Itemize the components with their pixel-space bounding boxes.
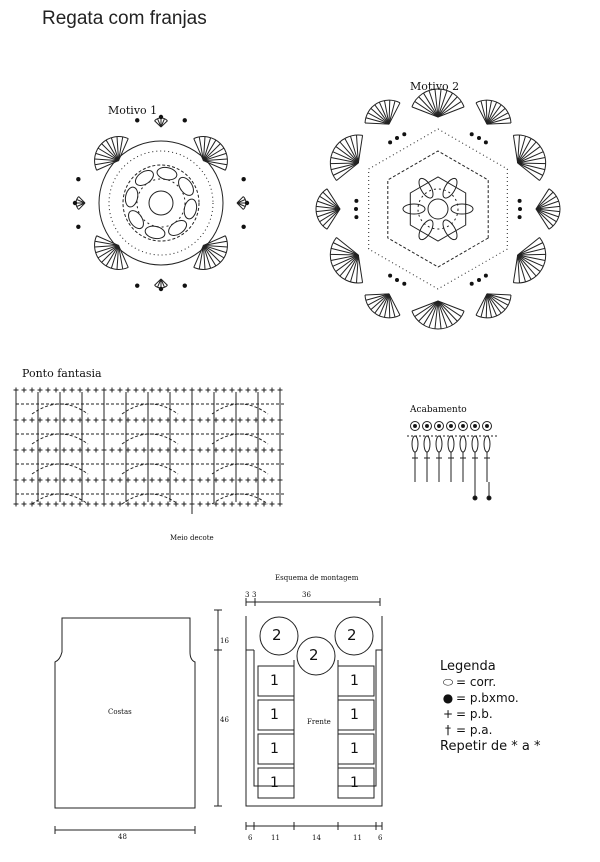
motif-small-l3: 1 bbox=[270, 741, 279, 757]
motivo2-label: Motivo 2 bbox=[410, 80, 460, 93]
dot-icon: ● bbox=[442, 691, 454, 705]
frente-label: Frente bbox=[307, 718, 331, 726]
motif-small-l2: 1 bbox=[270, 707, 279, 723]
costas-label: Costas bbox=[108, 708, 132, 716]
legend-repeat: Repetir de * a * bbox=[440, 738, 541, 754]
motif-small-r2: 1 bbox=[350, 707, 359, 723]
meio-decote-label: Meio decote bbox=[170, 534, 214, 542]
dim-top-b: 3 bbox=[252, 591, 257, 599]
motif-big-2: 2 bbox=[309, 646, 319, 664]
motif-small-r4: 1 bbox=[350, 775, 359, 791]
motif-small-r3: 1 bbox=[350, 741, 359, 757]
legend-item: † = p.a. bbox=[440, 722, 541, 738]
frente-motifs bbox=[210, 590, 410, 790]
esquema-label: Esquema de montagem bbox=[275, 574, 359, 582]
page-title: Regata com franjas bbox=[42, 8, 207, 29]
legend-item: + = p.b. bbox=[440, 706, 541, 722]
legend bbox=[440, 658, 541, 754]
motivo2-diagram bbox=[315, 92, 565, 332]
legend-item: ⬭ = corr. bbox=[440, 674, 541, 690]
dim-bottom-d: 11 bbox=[353, 834, 362, 842]
dagger-icon: † bbox=[445, 723, 451, 737]
legend-title: Legenda bbox=[440, 658, 496, 674]
ponto-fantasia-label: Ponto fantasia bbox=[22, 367, 102, 380]
acabamento-diagram bbox=[405, 418, 505, 503]
motif-big-3: 2 bbox=[347, 626, 357, 644]
acabamento-label: Acabamento bbox=[410, 405, 467, 415]
motif-small-l1: 1 bbox=[270, 673, 279, 689]
motif-small-l4: 1 bbox=[270, 775, 279, 791]
dim-bottom-a: 6 bbox=[248, 834, 253, 842]
motivo1-diagram bbox=[76, 118, 246, 288]
dim-top-c: 36 bbox=[302, 591, 311, 599]
motivo1-label: Motivo 1 bbox=[108, 104, 158, 117]
plus-icon: + bbox=[442, 707, 454, 721]
costas-diagram bbox=[50, 612, 230, 852]
dim-bottom-c: 14 bbox=[312, 834, 321, 842]
motif-big-1: 2 bbox=[272, 626, 282, 644]
ponto-fantasia-diagram bbox=[12, 382, 297, 522]
dim-side-a: 16 bbox=[220, 637, 229, 645]
dim-bottom-e: 6 bbox=[378, 834, 383, 842]
dim-side-b: 46 bbox=[220, 716, 229, 724]
legend-item: ● = p.bxmo. bbox=[440, 690, 541, 706]
motif-small-r1: 1 bbox=[350, 673, 359, 689]
ellipse-icon: ⬭ bbox=[442, 674, 454, 689]
dim-bottom-b: 11 bbox=[271, 834, 280, 842]
dim-top-a: 3 bbox=[245, 591, 250, 599]
costas-width: 48 bbox=[118, 833, 127, 841]
